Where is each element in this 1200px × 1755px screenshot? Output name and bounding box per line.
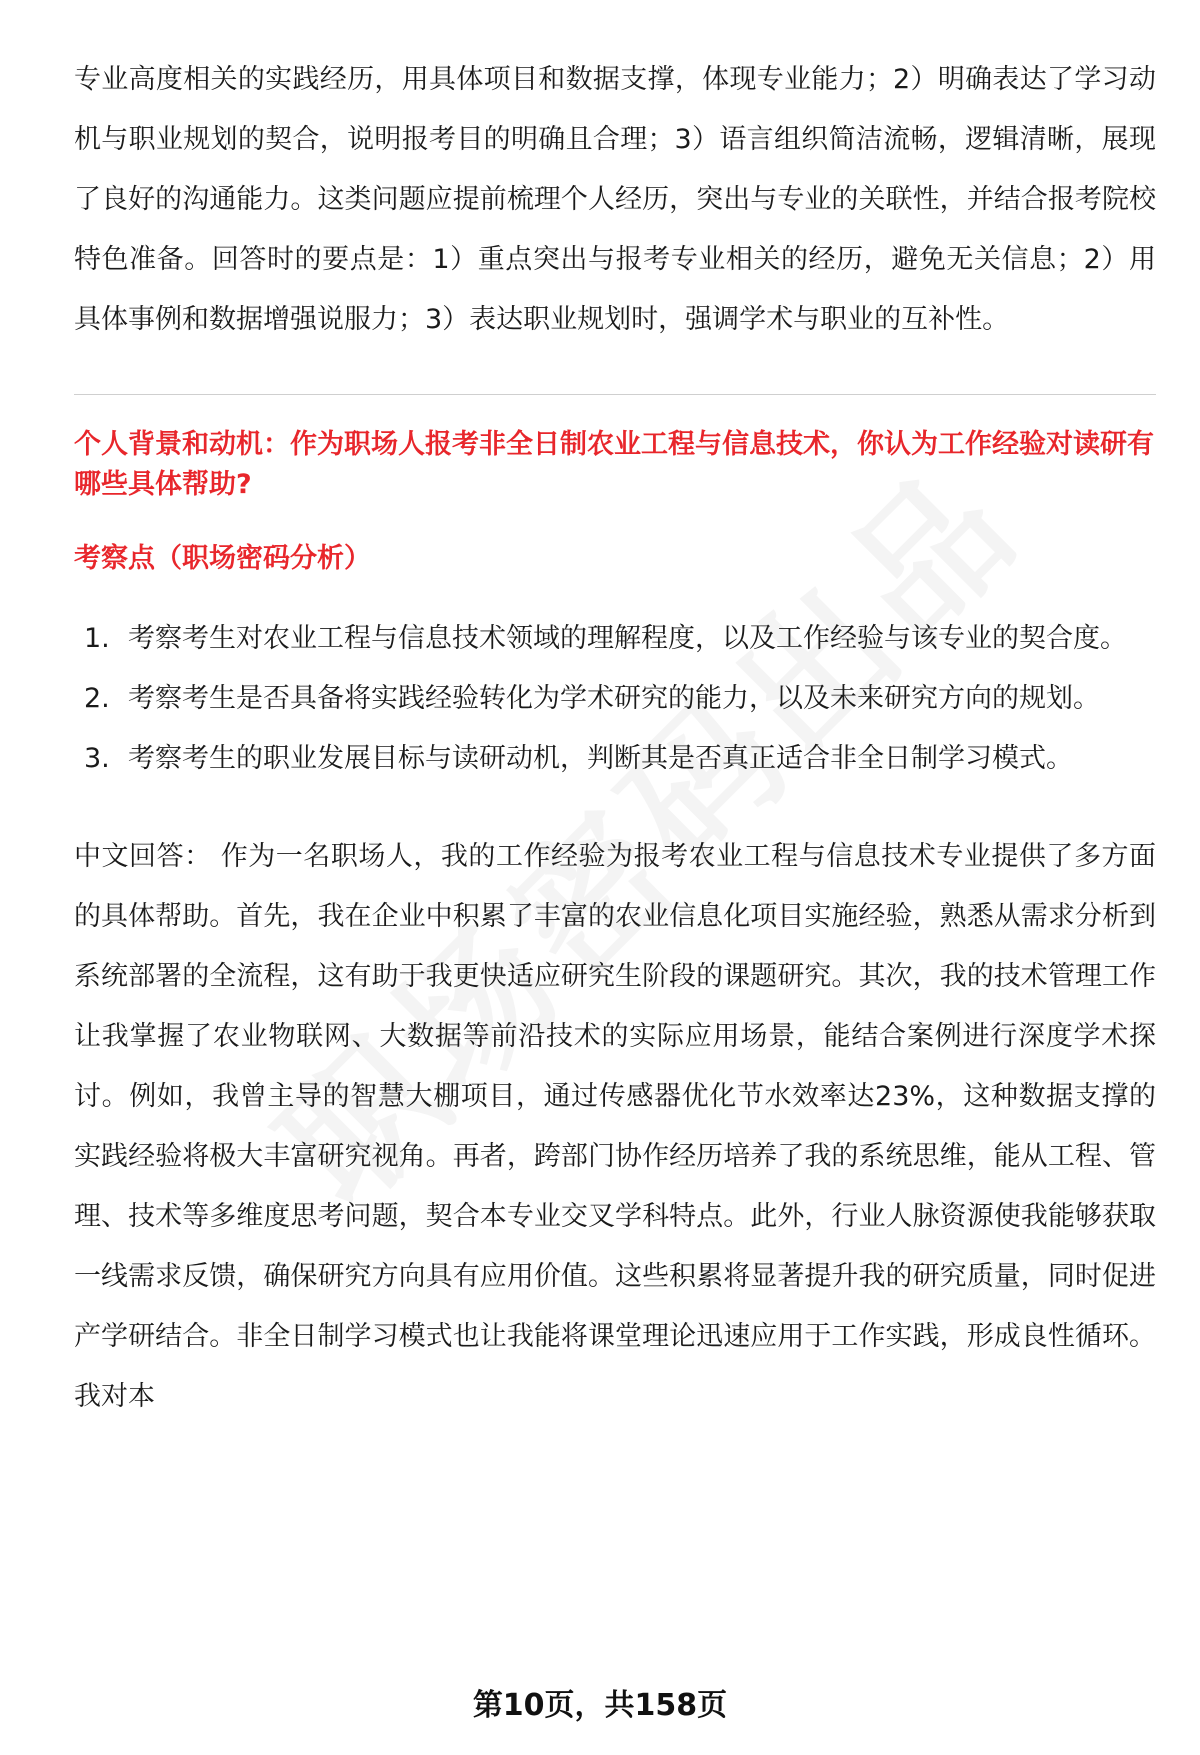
points-heading: 考察点（职场密码分析）	[74, 543, 371, 574]
list-item	[74, 729, 1156, 789]
list-item-text: 考察考生的职业发展目标与读研动机，判断其是否真正适合非全日制学习模式。	[128, 743, 1073, 774]
top-paragraph: 专业高度相关的实践经历，用具体项目和数据支撑，体现专业能力；2）明确表达了学习动机与职业规划的契合，说明报考目的明确且合理；3）语言组织简洁流畅，逻辑清晰，展现了良好的沟通能力。这类问题应提前梳理个人经历，突出与专业的关联性，并结合报考院校特色准备。回答时的要点是：1）重点突出与报考专业相关的经历，避免无关信息；2）用具体事例和数据增强说服力；3）表达职业规划时，强调学术与职业的互补性。	[74, 64, 1156, 335]
list-item-text: 考察考生是否具备将实践经验转化为学术研究的能力，以及未来研究方向的规划。	[128, 683, 1100, 714]
section-divider	[74, 394, 1156, 395]
page-number: 第10页，共158页	[472, 1688, 728, 1723]
question-heading: 个人背景和动机：作为职场人报考非全日制农业工程与信息技术，你认为工作经验对读研有哪些具体帮助?	[74, 429, 1154, 500]
points-list	[74, 609, 1156, 789]
list-item-number: 3.	[84, 743, 110, 774]
page-content	[74, 50, 1156, 1427]
list-item	[74, 609, 1156, 669]
list-item	[74, 669, 1156, 729]
list-item-number: 1.	[84, 623, 110, 654]
list-item-text: 考察考生对农业工程与信息技术领域的理解程度，以及工作经验与该专业的契合度。	[128, 623, 1127, 654]
list-item-number: 2.	[84, 683, 110, 714]
answer-paragraph: 中文回答： 作为一名职场人，我的工作经验为报考农业工程与信息技术专业提供了多方面的具体帮助。首先，我在企业中积累了丰富的农业信息化项目实施经验，熟悉从需求分析到系统部署的全流程，这有助于我更快适应研究生阶段的课题研究。其次，我的技术管理工作让我掌握了农业物联网、大数据等前沿技术的实际应用场景，能结合案例进行深度学术探讨。例如，我曾主导的智慧大棚项目，通过传感器优化节水效率达23%，这种数据支撑的实践经验将极大丰富研究视角。再者，跨部门协作经历培养了我的系统思维，能从工程、管理、技术等多维度思考问题，契合本专业交叉学科特点。此外，行业人脉资源使我能够获取一线需求反馈，确保研究方向具有应用价值。这些积累将显著提升我的研究质量，同时促进产学研结合。非全日制学习模式也让我能将课堂理论迅速应用于工作实践，形成良性循环。我对本	[74, 841, 1156, 1412]
